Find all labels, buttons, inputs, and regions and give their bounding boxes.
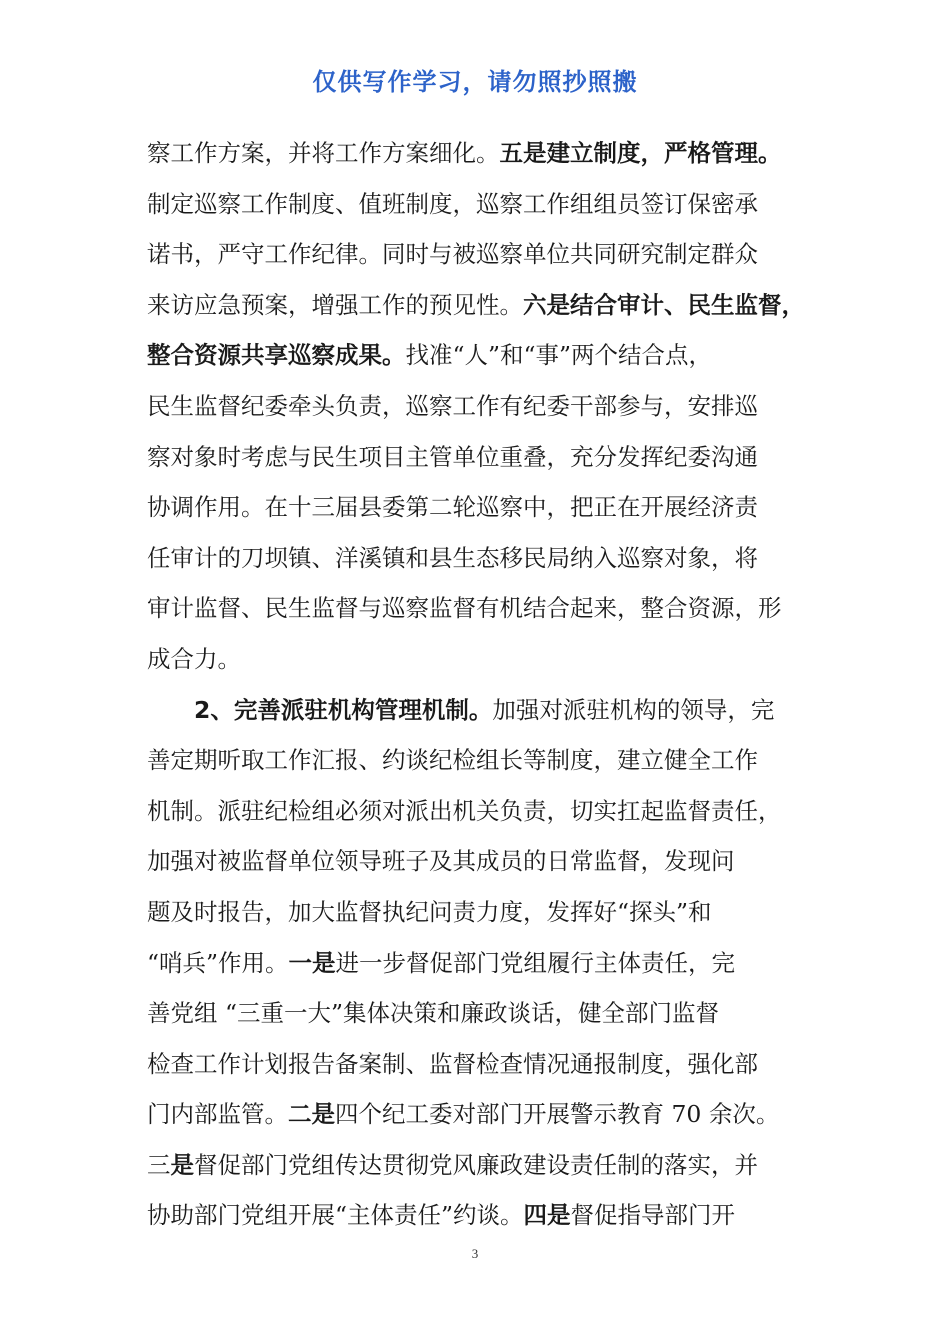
bold-text: 四是 [523,1201,571,1230]
text: 民生监督纪委牵头负责，巡察工作有纪委干部参与，安排巡 [147,391,758,420]
text-line [147,836,807,887]
text-line [147,229,807,280]
text-line [147,432,807,483]
document-body [147,128,807,1241]
text: 任审计的刀坝镇、洋溪镇和县生态移民局纳入巡察对象，将 [147,543,758,572]
text: 四个纪工委对部门开展警示教育 70 余次。 [335,1100,780,1129]
text-line [147,938,807,989]
text: 进一步督促部门党组履行主体责任，完 [335,948,736,977]
bold-text: 五是建立制度，严格管理。 [499,139,782,167]
text-line [147,583,807,634]
text: 善党组 “三重一大”集体决策和廉政谈话，健全部门监督 [147,999,719,1028]
text: 机制。派驻纪检组必须对派出机关负责，切实扛起监督责任， [147,796,782,825]
text: 诺书，严守工作纪律。同时与被巡察单位共同研究制定群众 [147,240,758,269]
text-line [147,128,807,179]
text: 协调作用。在十三届县委第二轮巡察中，把正在开展经济责 [147,493,758,522]
text: 来访应急预案，增强工作的预见性。 [147,290,523,319]
text-line [147,330,807,381]
text-line [147,482,807,533]
text: 加强对派驻机构的领导，完 [492,695,775,724]
text-line [147,988,807,1039]
watermark-header: 仅供写作学习，请勿照抄照搬 [312,68,638,96]
text-line [147,1140,807,1191]
text: 题及时报告，加大监督执纪问责力度，发挥好“探头”和 [147,897,712,926]
text: 督促部门党组传达贯彻党风廉政建设责任制的落实，并 [194,1150,758,1179]
bold-text: 整合资源共享巡察成果。 [147,341,406,370]
bold-text: 六是结合审计、民生监督， [523,290,805,319]
text-line [147,1190,807,1241]
text: 协助部门党组开展“主体责任”约谈。 [147,1201,524,1230]
text: 三 [147,1150,171,1179]
text-line [147,735,807,786]
text-line [147,179,807,230]
text-line [147,685,807,736]
text: 善定期听取工作汇报、约谈纪检组长等制度，建立健全工作 [147,746,758,775]
text-line [147,280,807,331]
bold-text: 一是 [288,948,336,977]
text-line [147,634,807,685]
text: 制定巡察工作制度、值班制度，巡察工作组组员签订保密承 [147,189,758,218]
text: “哨兵”作用。 [147,948,289,977]
text-line [147,786,807,837]
text: 门内部监管。 [147,1100,288,1129]
text: 成合力。 [147,644,241,673]
text-line [147,1039,807,1090]
bold-text: 二是 [288,1100,335,1129]
text-line [147,1089,807,1140]
bold-text: 2、完善派驻机构管理机制。 [147,695,493,724]
text: 检查工作计划报告备案制、监督检查情况通报制度，强化部 [147,1049,758,1078]
text: 找准“人”和“事”两个结合点， [405,341,713,370]
text: 加强对被监督单位领导班子及其成员的日常监督，发现问 [147,847,735,876]
text-line [147,887,807,938]
text-line [147,381,807,432]
text: 督促指导部门开 [570,1201,736,1230]
page-number: 3 [471,1246,479,1261]
text-line [147,533,807,584]
text: 察对象时考虑与民生项目主管单位重叠，充分发挥纪委沟通 [147,442,758,471]
text: 审计监督、民生监督与巡察监督有机结合起来，整合资源，形 [147,594,782,623]
text: 察工作方案，并将工作方案细化。 [147,139,500,167]
bold-text: 是 [170,1150,194,1179]
